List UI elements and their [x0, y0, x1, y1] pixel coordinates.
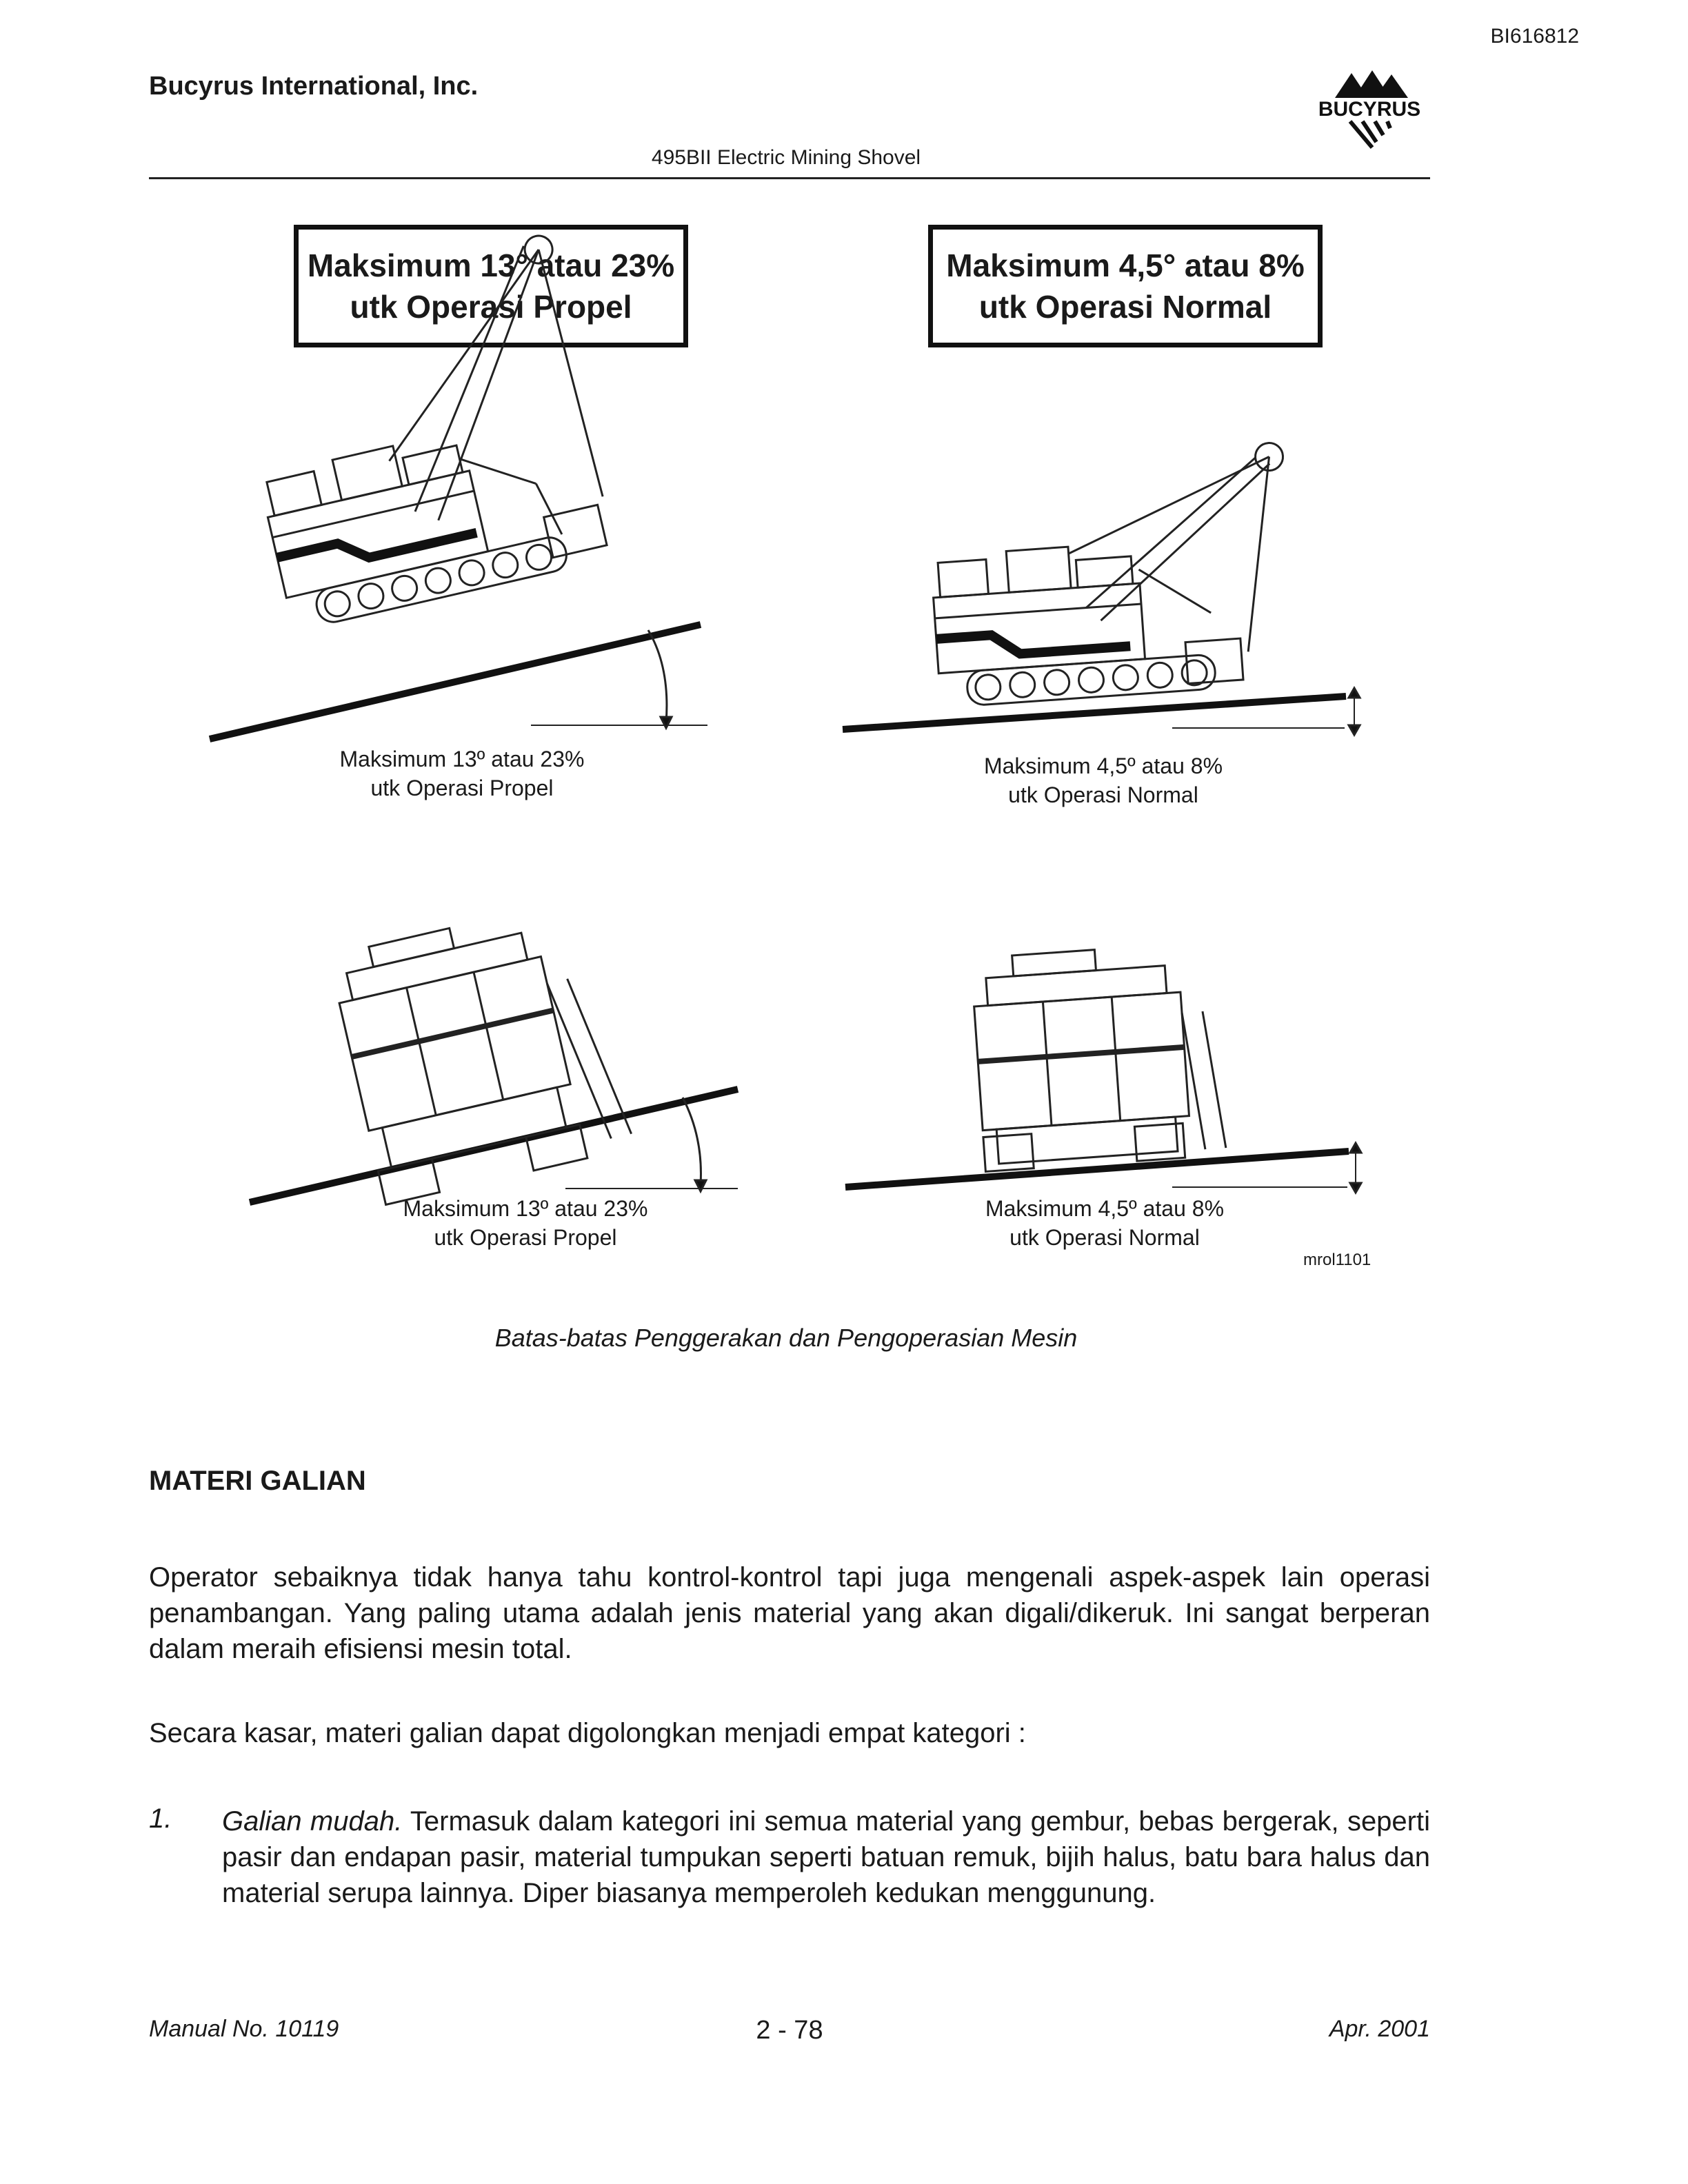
caption-side-propel-line2: utk Operasi Propel: [370, 776, 554, 800]
caption-rear-normal: [912, 1194, 1298, 1252]
figure-reference: mrol1101: [1303, 1251, 1372, 1269]
paragraph-categories: Secara kasar, materi galian dapat digolongkan menjadi empat kategori :: [149, 1718, 1026, 1748]
caption-rear-propel: [332, 1194, 719, 1252]
paragraph-intro: Operator sebaiknya tidak hanya tahu kontrol-kontrol tapi juga mengenali aspek-aspek lain operasi penambangan. Yang paling utama adalah jenis material yang akan digali/dikeruk. Ini sangat berperan dalam meraih efisiensi mesin total.: [149, 1562, 1430, 1664]
caption-side-propel-line1: Maksimum 13º atau 23%: [339, 747, 585, 771]
list-item-body: Termasuk dalam kategori ini semua material yang gembur, bebas bergerak, seperti pasir dan endapan pasir, material tumpukan seperti batuan remuk, bijih halus, batu bara halus dan material serupa lainnya. Diper biasanya memperoleh kedukan menggunung.: [222, 1806, 1430, 1908]
caption-rear-propel-line2: utk Operasi Propel: [434, 1225, 617, 1250]
caption-side-normal-line1: Maksimum 4,5º atau 8%: [983, 754, 1223, 778]
list-item-number: 1.: [149, 1803, 172, 1834]
shovel-rear-view-normal: [845, 942, 1361, 1193]
footer-date: Apr. 2001: [1329, 2016, 1430, 2042]
caption-side-normal: [910, 751, 1296, 809]
caption-rear-normal-line2: utk Operasi Normal: [1009, 1225, 1200, 1250]
shovel-side-view-propel: [210, 233, 707, 739]
footer-manual-number: Manual No. 10119: [149, 2016, 339, 2042]
shovel-side-view-normal: [843, 442, 1360, 735]
logo-text: BUCYRUS: [1318, 98, 1421, 121]
document-subtitle: 495BII Electric Mining Shovel: [651, 146, 921, 169]
caption-rear-propel-line1: Maksimum 13º atau 23%: [403, 1196, 648, 1221]
caption-side-normal-line2: utk Operasi Normal: [1008, 782, 1198, 807]
label-box-propel-line1: Maksimum 13° atau 23%: [307, 247, 675, 283]
label-box-propel-line2: utk Operasi Propel: [350, 289, 632, 325]
list-item-term: Galian mudah.: [222, 1806, 403, 1837]
section-heading: MATERI GALIAN: [149, 1466, 366, 1496]
shovel-rear-view-propel: [250, 899, 738, 1205]
caption-side-propel: [269, 745, 655, 802]
document-id: BI616812: [1490, 25, 1579, 48]
caption-rear-normal-line1: Maksimum 4,5º atau 8%: [985, 1196, 1225, 1221]
figure-title: Batas-batas Penggerakan dan Pengoperasian Mesin: [494, 1324, 1078, 1352]
company-name: Bucyrus International, Inc.: [149, 72, 479, 101]
footer-page-number: 2 - 78: [756, 2016, 823, 2045]
list-item-text: [222, 1803, 1430, 1911]
label-box-normal-line1: Maksimum 4,5° atau 8%: [946, 247, 1305, 283]
label-box-normal-line2: utk Operasi Normal: [978, 289, 1272, 325]
